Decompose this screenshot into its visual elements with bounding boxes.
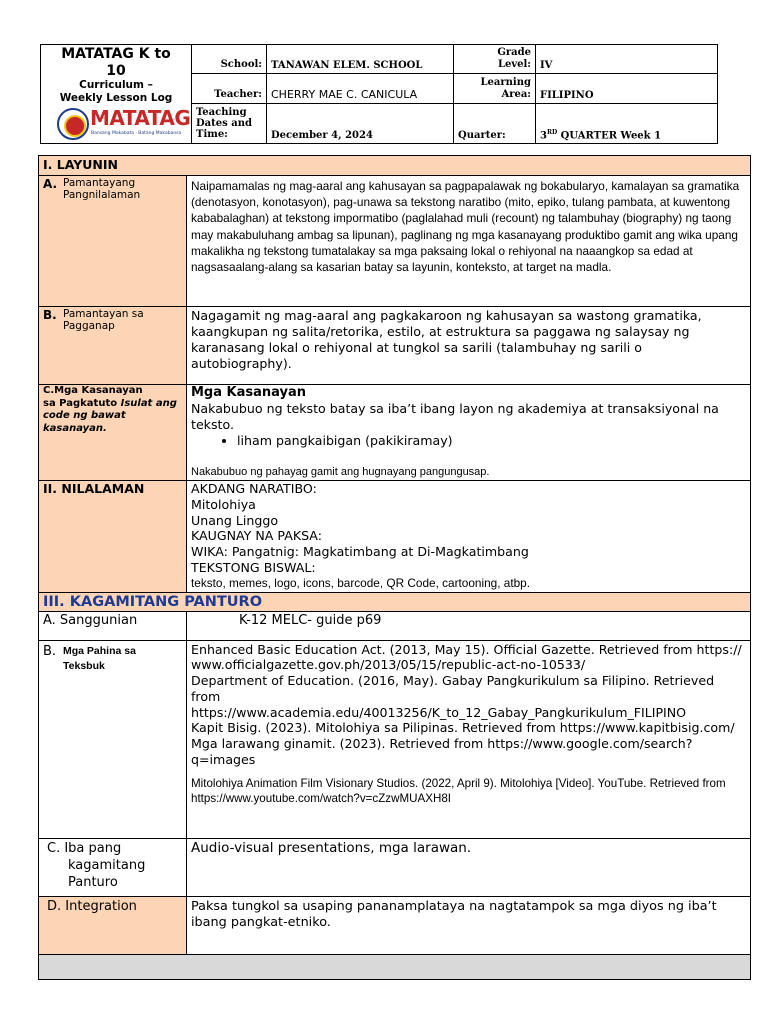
dates-label-3: Time: — [196, 129, 228, 140]
c-kagamitan-line-1: C. Iba pang — [47, 840, 122, 856]
title-line-2: 10 — [106, 63, 126, 79]
subtitle-line-2: Weekly Lesson Log — [59, 92, 173, 104]
kasanayan-text: Nakabubuo ng teksto batay sa iba’t ibang layon ng akademiya at transaksiyonal na teksto. — [191, 401, 719, 432]
pamantayang-pangnilalaman-text: Naipamamalas ng mag-aaral ang kahusayan sa pagpapalawak ng bokabularyo, kamalayan sa gramatika (denotasyon, konotasyon), pag-unawa sa tekstong naratibo (mito, epiko, tulang pambata, at kuwentong kababalaghan) at tekstong impormatibo (paglalahad muli (recount) ng talambuhay (biography) ng taong may makabuluhang ambag sa lipunan), paglinang ng mga kasanayang produktibo gamit ang wika upang makalikha ng tekstong tumatalakay sa mga paksaing lokal o rehiyonal na naaangkop sa edad at nagsasaalang-alang sa kasarian batay sa layunin, konteksto, at target na madla. — [187, 176, 751, 307]
sanggunian-text: K-12 MELC- guide p69 — [187, 611, 751, 640]
kasanayan-heading: Mga Kasanayan — [191, 385, 307, 400]
reference-item: Mga larawang ginamit. (2023). Retrieved from https://www.google.com/search?q=images — [191, 736, 693, 767]
c-kagamitan-line-3: Panturo — [68, 874, 118, 890]
section-layunin-heading: I. LAYUNIN — [39, 156, 751, 176]
b-teksbuk-line-1: Mga Pahina sa — [63, 644, 136, 657]
reference-item: Enhanced Basic Education Act. (2013, May 15). Official Gazette. Retrieved from https://www.officialgazette.gov.ph/2013/05/15/republic-act-no-10533/ — [191, 641, 742, 673]
matatag-logo-text: MATATAG — [90, 106, 191, 130]
kasanayan-cell — [187, 385, 751, 481]
dates-label-2: Dates and — [196, 118, 252, 129]
nilalaman-line: TEKSTONG BISWAL: — [191, 559, 316, 575]
teacher-value: CHERRY MAE C. CANICULA — [267, 74, 454, 104]
grade-label-2: Level: — [497, 59, 531, 70]
grade-label-1: Grade — [497, 47, 531, 58]
dates-label-1: Teaching — [196, 107, 247, 118]
dates-label — [192, 104, 267, 144]
quarter-suffix: RD — [546, 128, 558, 136]
sanggunian-label: A. Sanggunian — [39, 611, 187, 640]
school-label: School: — [192, 45, 267, 74]
nilalaman-cell — [187, 481, 751, 593]
b-label-line-1: Pamantayan sa — [63, 308, 144, 320]
reference-item: Department of Education. (2016, May). Gabay Pangkurikulum sa Filipino. Retrieved from — [191, 673, 715, 704]
grade-value: IV — [536, 45, 718, 74]
teksbuk-cell — [187, 640, 751, 838]
kasanayan-label — [39, 385, 187, 481]
pamantayang-pangnilalaman-label — [39, 176, 187, 307]
matatag-logo — [57, 108, 192, 140]
quarter-number: 3 — [540, 130, 547, 141]
reference-item: https://www.academia.edu/40013256/K_to_12_Gabay_Pangkurikulum_FILIPINO — [191, 704, 687, 720]
area-label — [454, 74, 536, 104]
a-label-line-2: Pangnilalaman — [63, 189, 141, 201]
nilalaman-line: Unang Linggo — [191, 512, 279, 528]
kasanayan-list — [191, 433, 746, 449]
letter-a: A. — [43, 177, 58, 191]
section-kagamitan-heading: III. KAGAMITANG PANTURO — [39, 592, 751, 611]
brand-block — [41, 45, 192, 144]
lesson-log-table — [38, 155, 751, 980]
b-teksbuk-line-2: Teksbuk — [63, 659, 105, 672]
deped-seal-icon — [57, 108, 89, 140]
subtitle-line-1: Curriculum – — [79, 79, 153, 91]
reference-item: Kapit Bisig. (2023). Mitolohiya sa Pilipinas. Retrieved from https://www.kapitbisig.com/ — [191, 720, 735, 736]
grade-label — [454, 45, 536, 74]
quarter-value — [536, 104, 718, 144]
c-label-line-2: sa Pagkatuto — [43, 397, 118, 409]
school-value: TANAWAN ELEM. SCHOOL — [267, 45, 454, 74]
reference-video-note: Mitolohiya Animation Film Visionary Studios. (2022, April 9). Mitolohiya [Video]. YouTube. Retrieved from https://www.youtube.com/watch?v=cZzwMUAXH8I — [191, 777, 726, 805]
area-label-1: Learning — [480, 76, 531, 88]
quarter-week: QUARTER Week 1 — [557, 130, 662, 141]
quarter-label: Quarter: — [454, 104, 536, 144]
footer-empty-row — [39, 954, 751, 979]
integration-label: D. Integration — [39, 896, 187, 954]
c-label-instruction: Isulat ang code ng bawat kasanayan. — [43, 397, 177, 434]
c-kagamitan-line-2: kagamitang — [68, 857, 146, 873]
matatag-logo-tagline: Bansang Makabata · Batang Makabansa — [91, 131, 182, 136]
letter-b-teksbuk: B. — [43, 643, 57, 659]
iba-pang-kagamitan-label — [39, 838, 187, 896]
nilalaman-line: AKDANG NARATIBO: — [191, 481, 317, 496]
section-nilalaman-heading: II. NILALAMAN — [39, 481, 187, 593]
letter-b: B. — [43, 308, 57, 322]
c-label-line-1: C.Mga Kasanayan — [43, 385, 143, 396]
title-line-1: MATATAG K to — [61, 46, 171, 62]
pamantayan-sa-pagganap-text: Nagagamit ng mag-aaral ang pagkakaroon ng kahusayan sa wastong gramatika, kaangkupan ng salita/retorika, estilo, at estruktura sa paggawa ng salaysay ng karanasang lokal o rehiyonal at tungkol sa sarili (talambuhay ng sarili o autobiography). — [187, 307, 751, 385]
pamantayan-sa-pagganap-label — [39, 307, 187, 385]
iba-pang-kagamitan-text: Audio-visual presentations, mga larawan. — [187, 838, 751, 896]
teacher-label: Teacher: — [192, 74, 267, 104]
integration-text: Paksa tungkol sa usaping pananamplataya na nagtatampok sa mga diyos ng iba’t ibang pangkat-etniko. — [187, 896, 751, 954]
area-value: FILIPINO — [536, 74, 718, 104]
teksbuk-label — [39, 640, 187, 838]
header-table — [40, 44, 718, 144]
kasanayan-bullet: • liham pangkaibigan (pakikiramay) — [237, 433, 746, 449]
b-label-line-2: Pagganap — [63, 320, 115, 332]
a-label-line-1: Pamantayang — [63, 177, 136, 189]
nilalaman-last-line: teksto, memes, logo, icons, barcode, QR Code, cartooning, atbp. — [191, 575, 531, 590]
nilalaman-line: WIKA: Pangatnig: Magkatimbang at Di-Magkatimbang — [191, 544, 529, 560]
nilalaman-line: KAUGNAY NA PAKSA: — [191, 528, 322, 544]
kasanayan-note: Nakabubuo ng pahayag gamit ang hugnayang pangungusap. — [191, 466, 490, 478]
dates-value: December 4, 2024 — [267, 104, 454, 144]
nilalaman-line: Mitolohiya — [191, 496, 256, 512]
area-label-2: Area: — [501, 88, 531, 100]
